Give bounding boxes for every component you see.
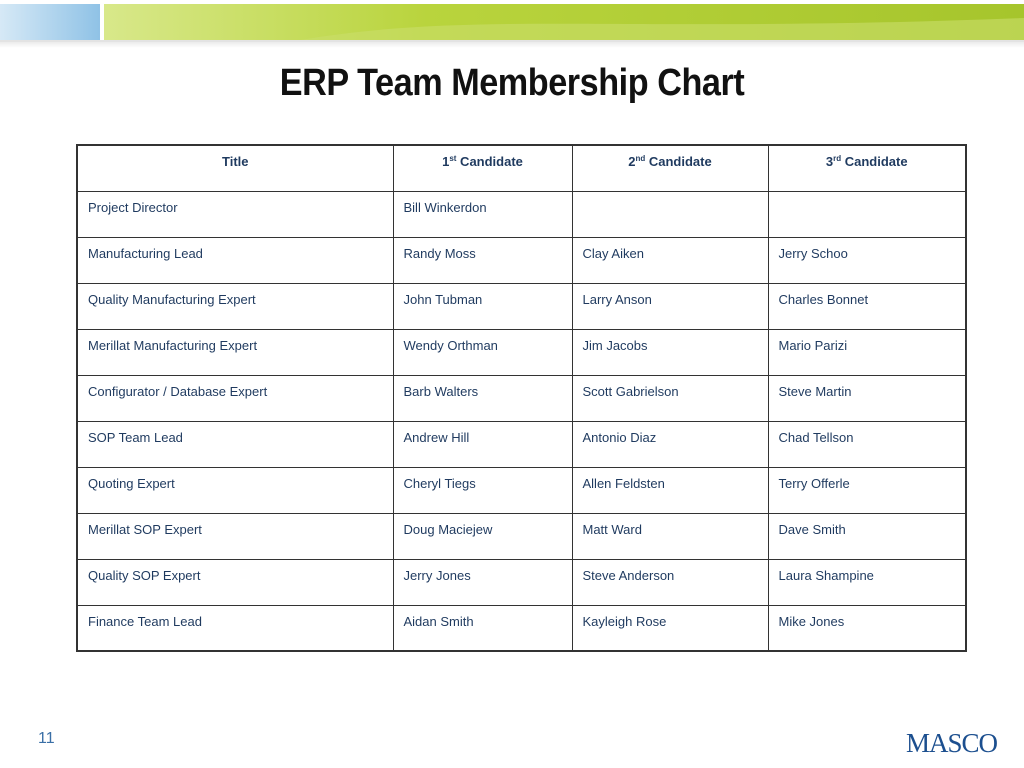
page-number: 11 <box>38 730 55 747</box>
table-row <box>77 467 966 513</box>
role-title-cell: Finance Team Lead <box>77 605 393 651</box>
candidate-cell: Andrew Hill <box>393 421 572 467</box>
candidate-cell <box>768 191 966 237</box>
candidate-cell: Scott Gabrielson <box>572 375 768 421</box>
role-title-cell: Quality SOP Expert <box>77 559 393 605</box>
candidate-cell: Barb Walters <box>393 375 572 421</box>
candidate-cell: Chad Tellson <box>768 421 966 467</box>
candidate-cell: Kayleigh Rose <box>572 605 768 651</box>
column-header: 1st Candidate <box>393 145 572 191</box>
candidate-cell: John Tubman <box>393 283 572 329</box>
candidate-cell: Clay Aiken <box>572 237 768 283</box>
candidate-cell: Jerry Jones <box>393 559 572 605</box>
column-header: 2nd Candidate <box>572 145 768 191</box>
candidate-cell: Laura Shampine <box>768 559 966 605</box>
role-title-cell: Configurator / Database Expert <box>77 375 393 421</box>
role-title-cell: Merillat Manufacturing Expert <box>77 329 393 375</box>
table-row <box>77 237 966 283</box>
candidate-cell: Charles Bonnet <box>768 283 966 329</box>
candidate-cell: Jim Jacobs <box>572 329 768 375</box>
candidate-cell: Randy Moss <box>393 237 572 283</box>
slide-title: ERP Team Membership Chart <box>279 62 745 104</box>
table-row <box>77 421 966 467</box>
column-header: 3rd Candidate <box>768 145 966 191</box>
candidate-cell: Mike Jones <box>768 605 966 651</box>
table-row <box>77 559 966 605</box>
candidate-cell: Steve Martin <box>768 375 966 421</box>
table-row <box>77 605 966 651</box>
candidate-cell: Mario Parizi <box>768 329 966 375</box>
role-title-cell: Manufacturing Lead <box>77 237 393 283</box>
candidate-cell: Bill Winkerdon <box>393 191 572 237</box>
table-row <box>77 375 966 421</box>
candidate-cell: Antonio Diaz <box>572 421 768 467</box>
candidate-cell: Cheryl Tiegs <box>393 467 572 513</box>
team-membership-table <box>76 144 967 652</box>
table-row <box>77 191 966 237</box>
table-row <box>77 329 966 375</box>
table-body <box>77 191 966 651</box>
candidate-cell <box>572 191 768 237</box>
candidate-cell: Steve Anderson <box>572 559 768 605</box>
candidate-cell: Doug Maciejew <box>393 513 572 559</box>
candidate-cell: Larry Anson <box>572 283 768 329</box>
candidate-cell: Wendy Orthman <box>393 329 572 375</box>
candidate-cell: Terry Offerle <box>768 467 966 513</box>
role-title-cell: SOP Team Lead <box>77 421 393 467</box>
candidate-cell: Dave Smith <box>768 513 966 559</box>
candidate-cell: Allen Feldsten <box>572 467 768 513</box>
candidate-cell: Jerry Schoo <box>768 237 966 283</box>
column-header: Title <box>77 145 393 191</box>
table-row <box>77 513 966 559</box>
role-title-cell: Quality Manufacturing Expert <box>77 283 393 329</box>
table-header-row <box>77 145 966 191</box>
banner-shadow <box>0 42 1024 48</box>
header-banner <box>0 0 1024 48</box>
role-title-cell: Quoting Expert <box>77 467 393 513</box>
table-row <box>77 283 966 329</box>
masco-logo: MASCO <box>906 728 998 758</box>
role-title-cell: Project Director <box>77 191 393 237</box>
role-title-cell: Merillat SOP Expert <box>77 513 393 559</box>
candidate-cell: Matt Ward <box>572 513 768 559</box>
candidate-cell: Aidan Smith <box>393 605 572 651</box>
